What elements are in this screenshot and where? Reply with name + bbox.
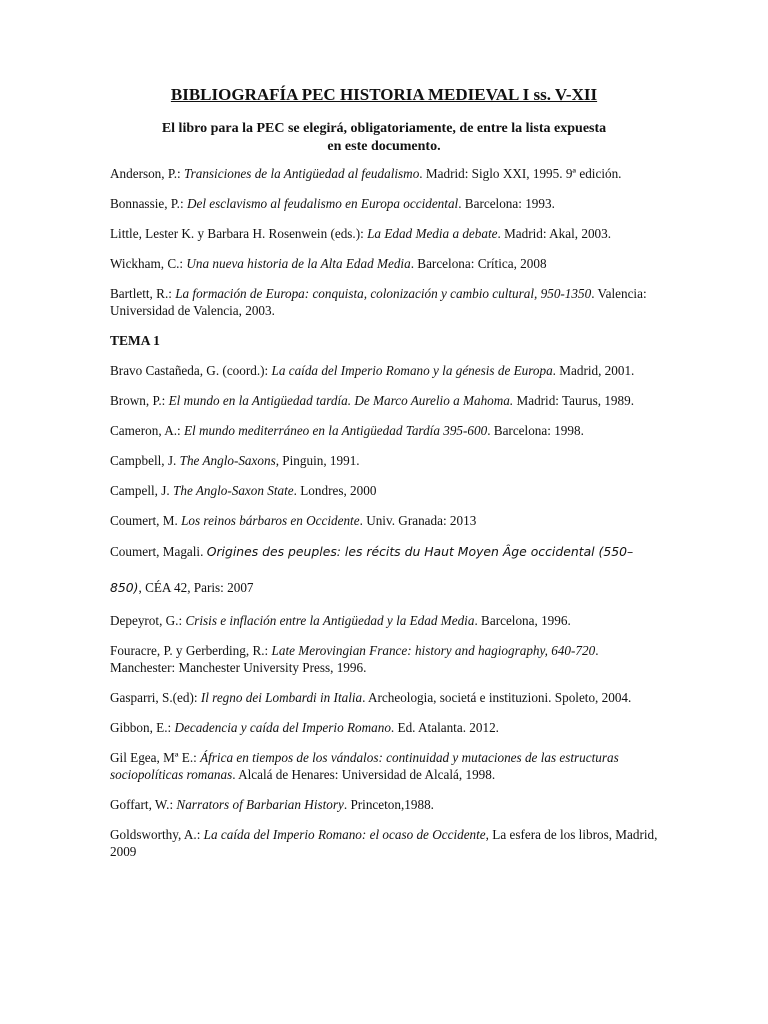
bib-entry-coumert-m: Coumert, M. Los reinos bárbaros en Occidente. Univ. Granada: 2013 <box>110 513 477 528</box>
bib-entry-anderson: Anderson, P.: Transiciones de la Antigüedad al feudalismo. Madrid: Siglo XXI, 1995. 9ª edición. <box>110 166 622 181</box>
bib-entry-coumert-magali: Coumert, Magali. Origines des peuples: les récits du Haut Moyen Âge occidental (550–850), CÉA 42, Paris: 2007 <box>110 544 634 595</box>
bib-entry-bartlett: Bartlett, R.: La formación de Europa: conquista, colonización y cambio cultural, 950-1350. Valencia: Universidad de Valencia, 2003. <box>110 286 647 318</box>
subtitle-line-2: en este documento. <box>327 139 441 154</box>
bib-entry-fouracre: Fouracre, P. y Gerberding, R.: Late Merovingian France: history and hagiography, 640-720. Manchester: Manchester University Press, 1996. <box>110 643 599 675</box>
bib-entry-gasparri: Gasparri, S.(ed): Il regno dei Lombardi in Italia. Archeologia, societá e instituzioni. Spoleto, 2004. <box>110 690 632 705</box>
bib-entry-campbell: Campbell, J. The Anglo-Saxons, Pinguin, 1991. <box>110 453 360 468</box>
document-title: BIBLIOGRAFÍA PEC HISTORIA MEDIEVAL I ss. V-XII <box>170 85 598 104</box>
bib-entry-goffart: Goffart, W.: Narrators of Barbarian History. Princeton,1988. <box>110 797 434 812</box>
bib-entry-bravo: Bravo Castañeda, G. (coord.): La caída del Imperio Romano y la génesis de Europa. Madrid, 2001. <box>110 363 635 378</box>
document-subtitle <box>110 120 658 156</box>
bib-entry-little: Little, Lester K. y Barbara H. Rosenwein (eds.): La Edad Media a debate. Madrid: Akal, 2003. <box>110 226 612 241</box>
bib-entry-goldsworthy: Goldsworthy, A.: La caída del Imperio Romano: el ocaso de Occidente, La esfera de los libros, Madrid, 2009 <box>110 827 658 859</box>
bib-entry-depeyrot: Depeyrot, G.: Crisis e inflación entre la Antigüedad y la Edad Media. Barcelona, 1996. <box>110 613 571 628</box>
bib-entry-cameron: Cameron, A.: El mundo mediterráneo en la Antigüedad Tardía 395-600. Barcelona: 1998. <box>110 423 584 438</box>
bib-entry-gibbon: Gibbon, E.: Decadencia y caída del Imperio Romano. Ed. Atalanta. 2012. <box>110 720 499 735</box>
section-heading-tema-1: TEMA 1 <box>110 333 160 348</box>
bib-entry-brown: Brown, P.: El mundo en la Antigüedad tardía. De Marco Aurelio a Mahoma. Madrid: Taurus, 1989. <box>110 393 634 408</box>
bib-entry-campell: Campell, J. The Anglo-Saxon State. Londres, 2000 <box>110 483 377 498</box>
bib-entry-bonnassie: Bonnassie, P.: Del esclavismo al feudalismo en Europa occidental. Barcelona: 1993. <box>110 196 555 211</box>
bib-entry-wickham: Wickham, C.: Una nueva historia de la Alta Edad Media. Barcelona: Crítica, 2008 <box>110 256 547 271</box>
bib-entry-gil-egea: Gil Egea, Mª E.: África en tiempos de los vándalos: continuidad y mutaciones de las estructuras sociopolíticas romanas. Alcalá de Henares: Universidad de Alcalá, 1998. <box>110 750 619 782</box>
document-page <box>110 84 658 873</box>
subtitle-line-1: El libro para la PEC se elegirá, obligatoriamente, de entre la lista expuesta <box>161 121 607 136</box>
